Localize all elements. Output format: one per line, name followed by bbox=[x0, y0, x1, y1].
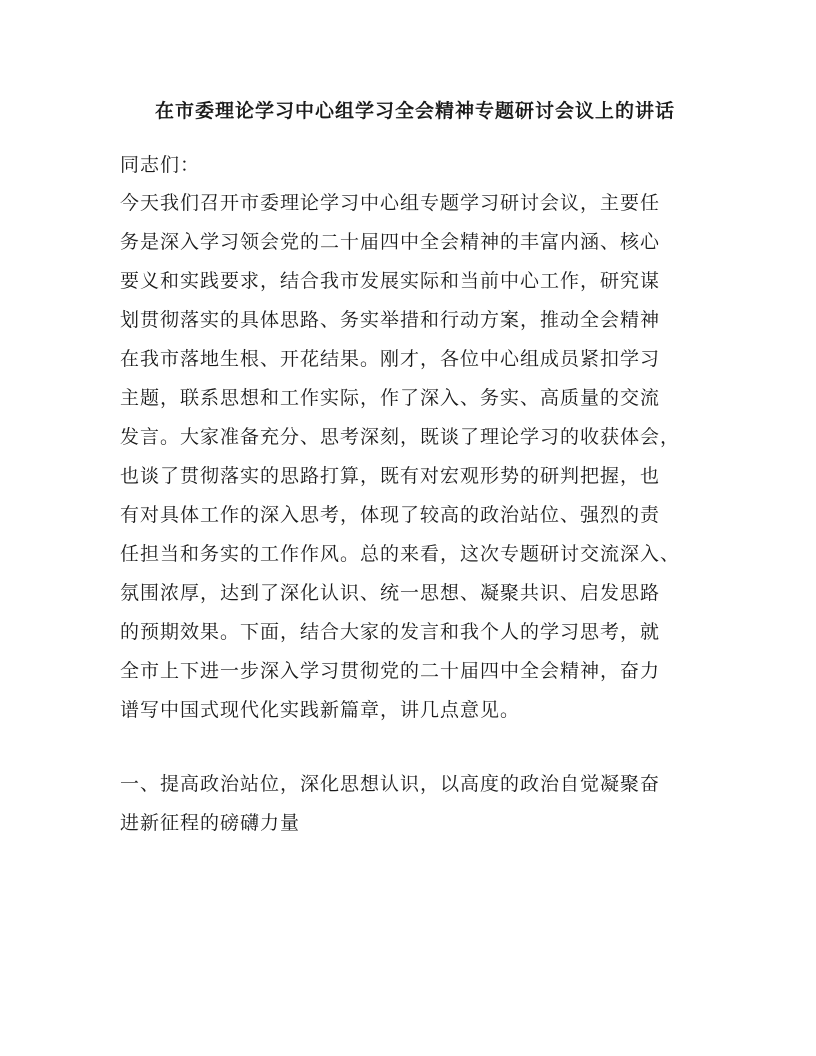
paragraph-line: 在我市落地生根、开花结果。刚才，各位中心组成员紧扣学习 bbox=[120, 348, 661, 370]
paragraph-line: 今天我们召开市委理论学习中心组专题学习研讨会议，主要任 bbox=[120, 192, 661, 214]
paragraph-line: 发言。大家准备充分、思考深刻，既谈了理论学习的收获体会， bbox=[120, 426, 681, 448]
paragraph-intro bbox=[120, 184, 710, 730]
paragraph-line: 务是深入学习领会党的二十届四中全会精神的丰富内涵、核心 bbox=[120, 231, 661, 253]
paragraph-line: 也谈了贯彻落实的思路打算，既有对宏观形势的研判把握，也 bbox=[120, 465, 661, 487]
paragraph-line: 主题，联系思想和工作实际，作了深入、务实、高质量的交流 bbox=[120, 387, 661, 409]
paragraph-line: 全市上下进一步深入学习贯彻党的二十届四中全会精神，奋力 bbox=[120, 660, 661, 682]
paragraph-line: 氛围浓厚，达到了深化认识、统一思想、凝聚共识、启发思路 bbox=[120, 582, 661, 604]
greeting: 同志们： bbox=[120, 154, 201, 176]
document-title: 在市委理论学习中心组学习全会精神专题研讨会议上的讲话 bbox=[154, 100, 675, 122]
paragraph-line: 的预期效果。下面，结合大家的发言和我个人的学习思考，就 bbox=[120, 621, 661, 643]
paragraph-line: 有对具体工作的深入思考，体现了较高的政治站位、强烈的责 bbox=[120, 504, 661, 526]
section-heading-line: 一、提高政治站位，深化思想认识，以高度的政治自觉凝聚奋 bbox=[120, 773, 661, 795]
section-heading-line: 进新征程的磅礴力量 bbox=[120, 812, 301, 834]
paragraph-line: 要义和实践要求，结合我市发展实际和当前中心工作，研究谋 bbox=[120, 270, 661, 292]
paragraph-line: 任担当和务实的工作作风。总的来看，这次专题研讨交流深入、 bbox=[120, 543, 681, 565]
section-heading-1 bbox=[120, 765, 710, 843]
paragraph-line: 谱写中国式现代化实践新篇章，讲几点意见。 bbox=[120, 699, 521, 721]
paragraph-line: 划贯彻落实的具体思路、务实举措和行动方案，推动全会精神 bbox=[120, 309, 661, 331]
